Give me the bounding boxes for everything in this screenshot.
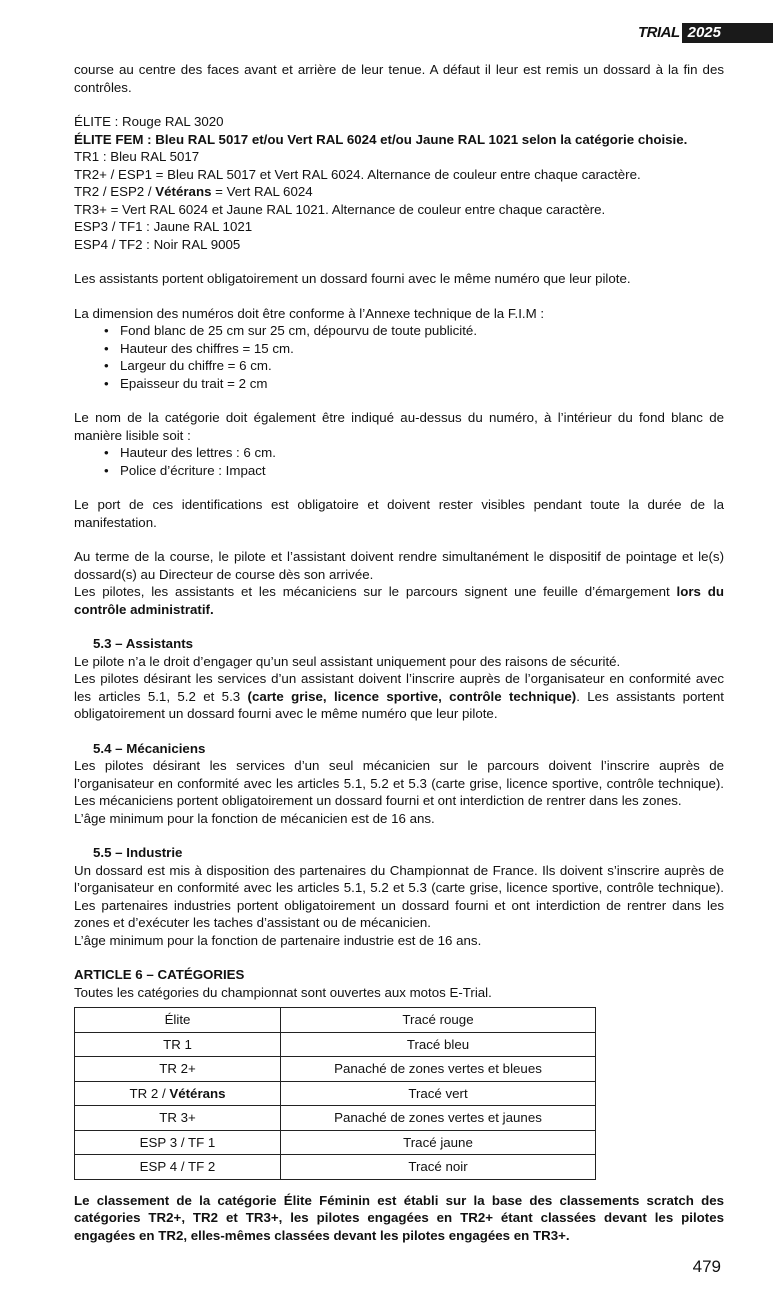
s53-p1: Le pilote n’a le droit d’engager qu’un seul assistant uniquement pour des raisons de sécurité. — [74, 653, 621, 669]
dimension-list — [74, 322, 724, 392]
table-row: TR 3+ Panaché de zones vertes et jaunes — [75, 1106, 596, 1131]
emargement-paragraph: Les pilotes, les assistants et les mécaniciens sur le parcours signent une feuille d’émargement lors du contrôle administratif. — [74, 584, 724, 617]
header-trial: TRIAL — [637, 24, 680, 41]
color-tr2: TR2 / ESP2 / Vétérans = Vert RAL 6024 — [74, 184, 313, 199]
list-item: • Largeur du chiffre = 6 cm. — [74, 357, 724, 375]
port-paragraph: Le port de ces identifications est obligatoire et doivent rester visibles pendant toute la durée de la manifestation. — [74, 497, 724, 530]
section-5-5-title: 5.5 – Industrie — [93, 845, 183, 860]
dimension-intro: La dimension des numéros doit être conforme à l’Annexe technique de la F.I.M : — [74, 305, 545, 321]
color-elite-fem: ÉLITE FEM : Bleu RAL 5017 et/ou Vert RAL 6024 et/ou Jaune RAL 1021 selon la catégorie choisie. — [74, 131, 688, 147]
categorie-nom-intro: Le nom de la catégorie doit également être indiqué au-dessus du numéro, à l’intérieur du fond blanc de manière lisible soit : — [74, 410, 724, 443]
table-row: ESP 4 / TF 2 Tracé noir — [75, 1155, 596, 1180]
color-tr3plus: TR3+ = Vert RAL 6024 et Jaune RAL 1021. Alternance de couleur entre chaque caractère. — [74, 201, 606, 217]
header-badge — [638, 23, 773, 43]
classement-paragraph: Le classement de la catégorie Élite Féminin est établi sur la base des classements scratch des catégories TR2+, TR2 et TR3+, les pilotes engagées en TR2+ étant classées devant les pilotes engagées en TR2, elles-mêmes classées devant les pilotes engagées en TR3+. — [74, 1192, 724, 1243]
terme-paragraph: Au terme de la course, le pilote et l’assistant doivent rendre simultanément le dispositif de pointage et le(s) dossard(s) au Directeur de course dès son arrivée. — [74, 549, 724, 582]
table-row: TR 1 Tracé bleu — [75, 1032, 596, 1057]
page-number: 479 — [692, 1257, 721, 1276]
color-esp3: ESP3 / TF1 : Jaune RAL 1021 — [74, 219, 253, 234]
header-year: 2025 — [682, 23, 773, 43]
section-5-4-title: 5.4 – Mécaniciens — [93, 740, 206, 756]
list-item: • Police d’écriture : Impact — [74, 462, 724, 480]
list-item: • Hauteur des chiffres = 15 cm. — [74, 340, 724, 358]
page-content — [74, 61, 724, 1244]
categories-table — [74, 1007, 596, 1180]
s53-p2: Les pilotes désirant les services d’un assistant doivent l’inscrire auprès de l’organisateur en conformité avec les articles 5.1, 5.2 et 5.3 (carte grise, licence sportive, contrôle technique). Les assistants portent obligatoirement un dossard fourni avec le même numéro que leur pilote. — [74, 671, 724, 721]
table-row: ESP 3 / TF 1 Tracé jaune — [75, 1130, 596, 1155]
color-esp4: ESP4 / TF2 : Noir RAL 9005 — [74, 236, 241, 252]
list-item: • Epaisseur du trait = 2 cm — [74, 375, 724, 393]
s55-p2: L’âge minimum pour la fonction de partenaire industrie est de 16 ans. — [74, 932, 482, 948]
s54-p1: Les pilotes désirant les services d’un seul mécanicien sur le parcours doivent l’inscrire auprès de l’organisateur en conformité avec les articles 5.1, 5.2 et 5.3 (carte grise, licence sportive, contrôle technique). Les mécaniciens portent obligatoirement un dossard fourni et ont interdiction de rentrer dans les zones. — [74, 758, 724, 808]
s54-p2: L’âge minimum pour la fonction de mécanicien est de 16 ans. — [74, 810, 435, 826]
color-tr2plus: TR2+ / ESP1 = Bleu RAL 5017 et Vert RAL 6024. Alternance de couleur entre chaque caractère. — [74, 166, 641, 182]
s55-p1: Un dossard est mis à disposition des partenaires du Championnat de France. Ils doivent s’inscrire auprès de l’organisateur en conformité avec les articles 5.1, 5.2 et 5.3 (carte grise, licence sportive, contrôle technique). Les partenaires industries portent obligatoirement un dossard fourni et ont interdiction de rentrer dans les zones et d’exécuter les taches d’assistant ou de mécanicien. — [74, 862, 724, 930]
table-row: TR 2 / Vétérans Tracé vert — [75, 1081, 596, 1106]
intro-paragraph: course au centre des faces avant et arrière de leur tenue. A défaut il leur est remis un dossard à la fin des contrôles. — [74, 62, 724, 95]
color-tr1: TR1 : Bleu RAL 5017 — [74, 149, 200, 164]
list-item: • Hauteur des lettres : 6 cm. — [74, 444, 724, 462]
color-elite: ÉLITE : Rouge RAL 3020 — [74, 114, 224, 129]
categorie-nom-list — [74, 444, 724, 479]
article-6-intro: Toutes les catégories du championnat sont ouvertes aux motos E-Trial. — [74, 984, 492, 1000]
section-5-3-title: 5.3 – Assistants — [93, 636, 194, 651]
table-row: Élite Tracé rouge — [75, 1008, 596, 1033]
article-6-title: ARTICLE 6 – CATÉGORIES — [74, 967, 245, 982]
assistants-dossard: Les assistants portent obligatoirement un dossard fourni avec le même numéro que leur pilote. — [74, 271, 631, 286]
list-item: • Fond blanc de 25 cm sur 25 cm, dépourvu de toute publicité. — [74, 322, 724, 340]
table-row: TR 2+ Panaché de zones vertes et bleues — [75, 1057, 596, 1082]
